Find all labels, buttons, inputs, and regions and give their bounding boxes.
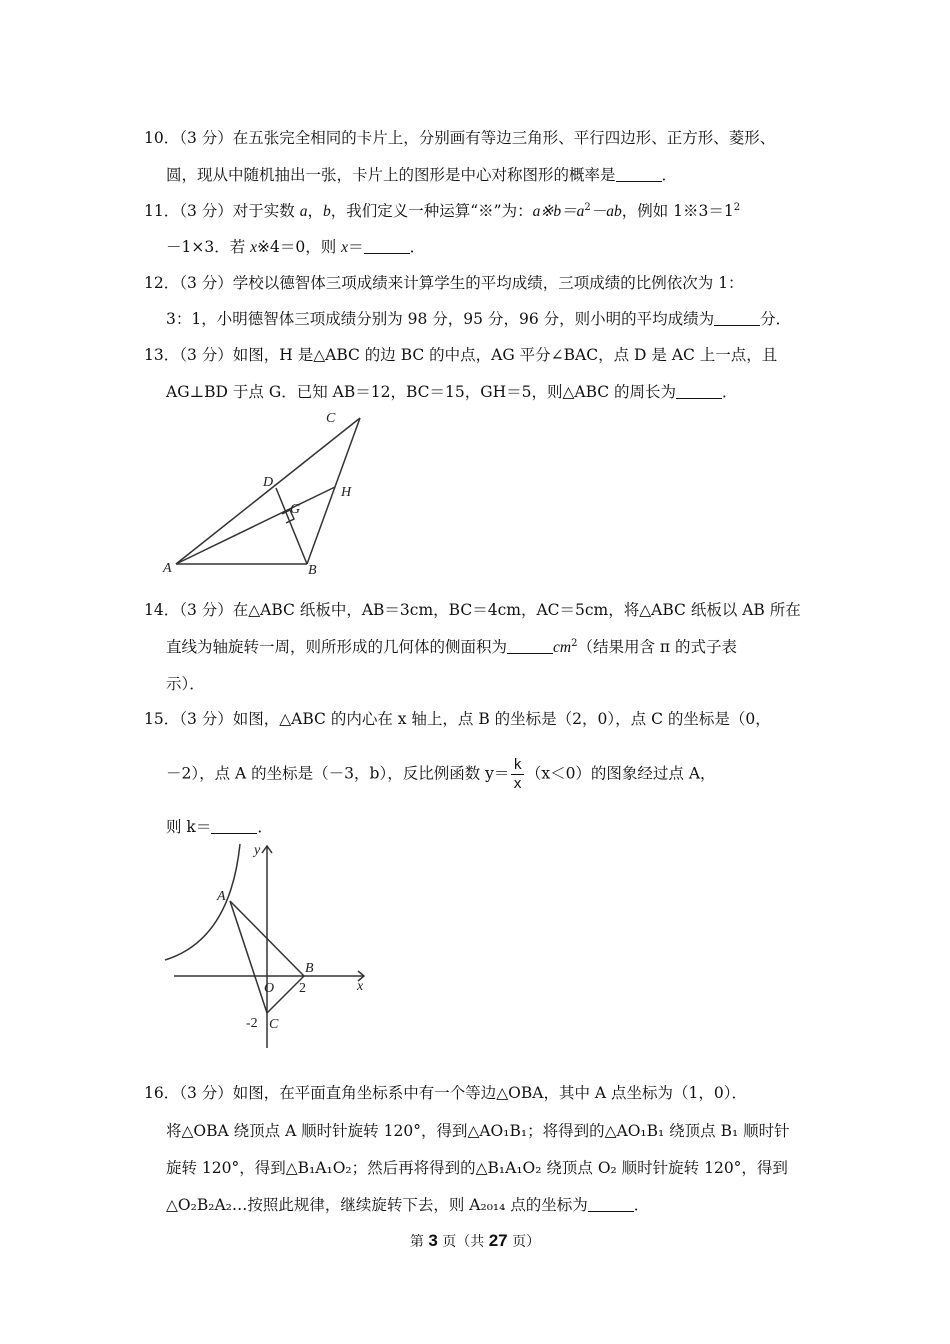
q14-line2a: 直线为轴旋转一周，则所形成的几何体的侧面积为 <box>166 638 508 656</box>
q11-prefix: 11．（3 分）对于实数 <box>144 202 300 220</box>
q15-line2a: －2），点 A 的坐标是（－3，b），反比例函数 y＝ <box>166 764 510 783</box>
q11-comma: ， <box>307 202 323 220</box>
q11-exp: 2 <box>584 201 591 213</box>
q11-line2 <box>166 235 425 257</box>
q11-line1 <box>144 199 740 221</box>
q11-mid: ，我们定义一种运算“※”为： <box>330 202 533 220</box>
q16-line4-text: △O₂B₂A₂…按照此规律，继续旋转下去，则 A₂₀₁₄ 点的坐标为 <box>166 1196 588 1214</box>
q12-line2 <box>166 307 791 329</box>
q15-line1: 15．（3 分）如图，△ABC 的内心在 x 轴上，点 B 的坐标是（2，0），点 C 的坐标是（0， <box>144 710 771 728</box>
label-b: B <box>308 563 317 578</box>
q14-unit: cm <box>553 639 572 656</box>
q11-formula: a※b＝a <box>532 203 585 220</box>
label-y: y <box>254 843 261 858</box>
q10-line2-end: ． <box>661 166 678 184</box>
label-x: x <box>357 979 364 994</box>
label-d: D <box>263 475 274 490</box>
q15-line3-end: ． <box>257 818 273 836</box>
label-a: A <box>163 561 172 576</box>
q16-line1: 16．（3 分）如图，在平面直角坐标系中有一个等边△OBA，其中 A 点坐标为（1，0）． <box>144 1084 747 1102</box>
q12-line1: 12．（3 分）学校以德智体三项成绩来计算学生的平均成绩，三项成绩的比例依次为 1： <box>144 274 744 292</box>
q11-exp2: 2 <box>733 201 741 213</box>
q11-var-a: a <box>299 203 308 220</box>
hyperbola-curve <box>165 844 240 960</box>
q14-exp: 2 <box>571 637 578 649</box>
q15-line3 <box>166 815 273 837</box>
q16-line4-end: ． <box>633 1196 650 1214</box>
total-pages: 27 <box>488 1231 508 1250</box>
q11-line2c: ＝ <box>348 238 364 256</box>
q11-line2b: ※4＝0，则 <box>257 238 342 256</box>
q11-formula2: －ab <box>590 203 622 220</box>
answer-blank <box>588 1197 634 1212</box>
answer-blank <box>714 311 760 326</box>
frac-numerator: k <box>513 757 522 773</box>
side-ac <box>230 901 267 1013</box>
answer-blank <box>507 639 553 654</box>
q12-line2-end: 分． <box>760 310 792 328</box>
answer-blank <box>364 239 410 254</box>
label-a: A <box>217 889 226 904</box>
label-g: G <box>290 502 301 517</box>
q16-line2: 将△OBA 绕顶点 A 顺时针旋转 120°，得到△AO₁B₁；将得到的△AO₁B₁ 绕顶点 B₁ 顺时针 <box>166 1122 790 1140</box>
q11-line2a: －1×3．若 <box>166 238 251 256</box>
q11-end: ． <box>409 238 426 256</box>
footer-post: 页） <box>507 1234 541 1250</box>
q15-line3a: 则 k＝ <box>166 818 212 836</box>
q10-line1: 10．（3 分）在五张完全相同的卡片上，分别画有等边三角形、平行四边形、正方形、菱形、 <box>144 129 776 147</box>
q13-line1: 13．（3 分）如图，H 是△ABC 的边 BC 的中点，AG 平分∠BAC，点 D 是 AC 上一点，且 <box>144 346 778 364</box>
answer-blank <box>616 167 662 182</box>
label-b: B <box>305 961 314 976</box>
q15-line2 <box>166 758 716 791</box>
frac-denominator: x <box>513 776 522 792</box>
page-number: 3 <box>428 1231 438 1250</box>
tick-label-2: 2 <box>299 981 306 996</box>
q13-line2 <box>166 380 738 402</box>
footer-mid: 页（共 <box>437 1234 489 1250</box>
tick-label-neg2: -2 <box>246 1016 258 1031</box>
q11-x1: x <box>250 239 258 256</box>
q13-line2-text: AG⊥BD 于点 G．已知 AB＝12，BC＝15，GH＝5，则△ABC 的周长为 <box>166 383 677 401</box>
q16-line3: 旋转 120°，得到△B₁A₁O₂；然后再将得到的△B₁A₁O₂ 绕顶点 O₂ 顺时针旋转 120°，得到 <box>166 1159 788 1177</box>
answer-blank <box>676 384 722 399</box>
side-ac <box>176 418 360 564</box>
q13-triangle-figure <box>160 402 390 582</box>
label-c: C <box>326 411 336 426</box>
q11-var-b: b <box>322 203 331 220</box>
page-footer <box>0 1231 950 1251</box>
q14-line2 <box>166 635 737 657</box>
q14-line3: 示）． <box>166 675 205 693</box>
q14-line2b: （结果用含 π 的式子表 <box>577 638 738 656</box>
q10-line2 <box>166 163 677 185</box>
answer-blank <box>211 819 257 834</box>
q15-coordinate-figure <box>160 840 380 1052</box>
q14-line1: 14．（3 分）在△ABC 纸板中，AB＝3cm，BC＝4cm，AC＝5cm，将△ABC 纸板以 AB 所在 <box>144 601 801 619</box>
q16-line4 <box>166 1193 649 1215</box>
segment-db <box>276 488 307 564</box>
fraction-k-over-x <box>511 758 523 791</box>
label-c: C <box>269 1017 279 1032</box>
q10-line2-text: 圆，现从中随机抽出一张，卡片上的图形是中心对称图形的概率是 <box>166 166 616 184</box>
q11-x2: x <box>341 239 349 256</box>
q15-line2b: （x＜0）的图象经过点 A， <box>525 764 716 783</box>
footer-pre: 第 <box>409 1234 429 1250</box>
label-o: O <box>264 981 275 996</box>
q11-example: ，例如 1※3＝1 <box>621 202 734 220</box>
q13-line2-end: ． <box>722 383 738 401</box>
q12-line2-text: 3：1，小明德智体三项成绩分别为 98 分，95 分，96 分，则小明的平均成绩为 <box>166 310 715 328</box>
label-h: H <box>341 485 352 500</box>
